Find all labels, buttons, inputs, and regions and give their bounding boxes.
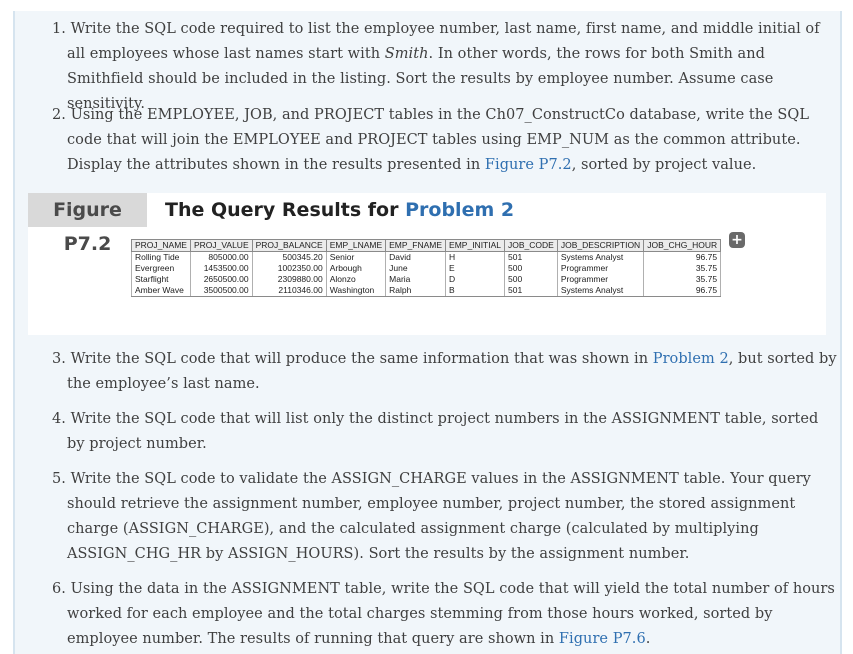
problem-text: . [645, 631, 651, 647]
table-cell: Programmer [557, 263, 643, 274]
table-cell: 1453500.00 [190, 263, 252, 274]
problem-number: 2. [52, 107, 71, 123]
problem-text: . In other words, the rows for both Smith and Smithfield should be included in the listing. Sort the results by employee number. Assume case sensitivity. [67, 46, 774, 112]
problem-3 [52, 347, 837, 397]
problem-1 [52, 17, 837, 117]
problem-text: Write the SQL code required to list the employee number, last name, first name, and middle initial of all employees whose last names start with [67, 21, 820, 62]
problem-4 [52, 407, 837, 457]
table-cell: Arbough [326, 263, 385, 274]
table-cell: Starflight [132, 274, 191, 285]
table-cell: Evergreen [132, 263, 191, 274]
table-body [132, 252, 721, 297]
table-cell: H [446, 252, 505, 264]
table-cell: Ralph [386, 285, 446, 297]
figure-title-text: The Query Results for [165, 199, 406, 221]
table-cell: 35.75 [644, 263, 721, 274]
column-header: PROJ_NAME [132, 240, 191, 252]
table-row [132, 274, 721, 285]
plus-icon[interactable]: + [729, 232, 745, 248]
table-cell: 500345.20 [252, 252, 326, 264]
table-cell: 2309880.00 [252, 274, 326, 285]
table-cell: B [446, 285, 505, 297]
table-cell: 501 [505, 252, 558, 264]
table-header-row [132, 240, 721, 252]
table-cell: 500 [505, 274, 558, 285]
figure-link[interactable]: Problem 2 [652, 351, 729, 367]
table-cell: 96.75 [644, 252, 721, 264]
table-row [132, 263, 721, 274]
table-cell: 3500500.00 [190, 285, 252, 297]
table-row [132, 285, 721, 297]
column-header: JOB_DESCRIPTION [557, 240, 643, 252]
table-cell: Maria [386, 274, 446, 285]
problem-text: , sorted by project value. [571, 157, 757, 173]
column-header: EMP_FNAME [386, 240, 446, 252]
problem-number: 3. [52, 351, 71, 367]
table-cell: 501 [505, 285, 558, 297]
table-cell: David [386, 252, 446, 264]
table-cell: 2650500.00 [190, 274, 252, 285]
column-header: JOB_CODE [505, 240, 558, 252]
figure-title-link[interactable]: Problem 2 [405, 199, 515, 221]
table-cell: Senior [326, 252, 385, 264]
table-cell: Washington [326, 285, 385, 297]
problem-text: Write the SQL code that will produce the same information that was shown in [70, 351, 653, 367]
query-result-table [131, 239, 721, 297]
table-cell: Systems Analyst [557, 285, 643, 297]
problem-number: 6. [52, 581, 71, 597]
column-header: PROJ_BALANCE [252, 240, 326, 252]
table-cell: Amber Wave [132, 285, 191, 297]
table-cell: 35.75 [644, 274, 721, 285]
problem-5 [52, 467, 837, 567]
problem-6 [52, 577, 837, 652]
table-row [132, 252, 721, 264]
problem-text: , but sorted by the employee’s last name. [67, 351, 837, 392]
table-cell: 96.75 [644, 285, 721, 297]
problem-number: 4. [52, 411, 71, 427]
figure-title [165, 193, 514, 227]
table-cell: D [446, 274, 505, 285]
table-cell: 2110346.00 [252, 285, 326, 297]
problem-text: Smith [384, 46, 429, 62]
figure-link[interactable]: Figure P7.2 [484, 157, 572, 173]
problem-text: Using the data in the ASSIGNMENT table, write the SQL code that will yield the total number of hours worked for each employee and the total charges stemming from those hours worked, sorted by employee number. The results of running that query are shown in [67, 581, 835, 647]
column-header: EMP_LNAME [326, 240, 385, 252]
figure-label: Figure P7.2 [28, 193, 147, 227]
figure-link[interactable]: Figure P7.6 [558, 631, 646, 647]
table-cell: June [386, 263, 446, 274]
table-cell: Rolling Tide [132, 252, 191, 264]
column-header: PROJ_VALUE [190, 240, 252, 252]
problem-text: Write the SQL code that will list only the distinct project numbers in the ASSIGNMENT table, sorted by project number. [67, 411, 819, 452]
table-cell: E [446, 263, 505, 274]
problem-number: 1. [52, 21, 71, 37]
problem-text: Using the EMPLOYEE, JOB, and PROJECT tables in the Ch07_ConstructCo database, write the SQL code that will join the EMPLOYEE and PROJECT tables using EMP_NUM as the common attribute. Display the attributes shown in the results presented in [67, 107, 810, 173]
column-header: EMP_INITIAL [446, 240, 505, 252]
table-cell: 1002350.00 [252, 263, 326, 274]
problem-number: 5. [52, 471, 71, 487]
problem-2 [52, 103, 837, 178]
table-cell: 805000.00 [190, 252, 252, 264]
table-cell: Systems Analyst [557, 252, 643, 264]
problem-text: Write the SQL code to validate the ASSIGN_CHARGE values in the ASSIGNMENT table. Your query should retrieve the assignment number, employee number, project number, the stored assignment charge (ASSIGN_CHARGE), and the calculated assignment charge (calculated by multiplying ASSIGN_CHG_HR by ASSIGN_HOURS). Sort the results by the assignment number. [67, 471, 811, 562]
table-cell: Alonzo [326, 274, 385, 285]
table-cell: 500 [505, 263, 558, 274]
column-header: JOB_CHG_HOUR [644, 240, 721, 252]
table-cell: Programmer [557, 274, 643, 285]
